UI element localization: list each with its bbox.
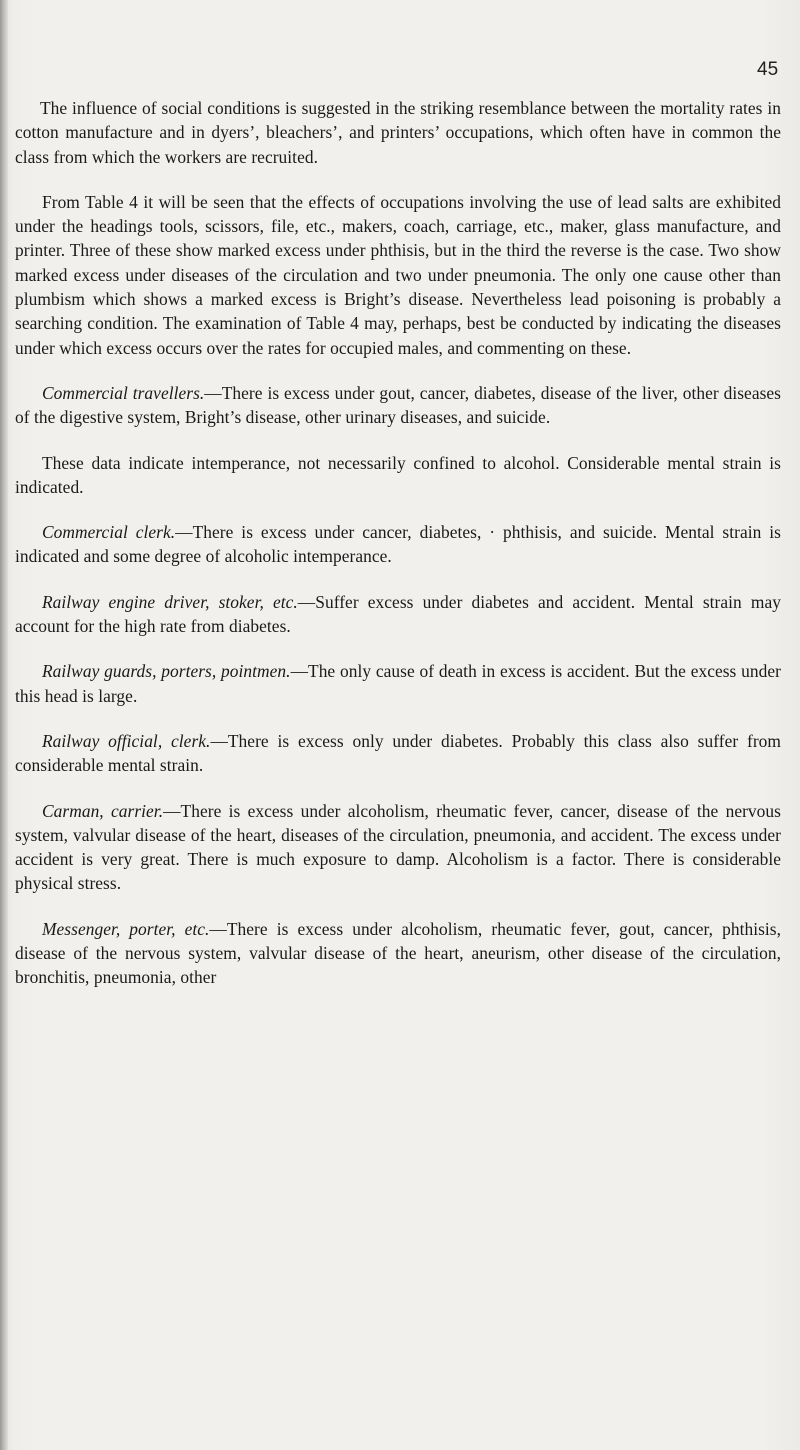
paragraph-heading: Messenger, porter, etc.	[42, 918, 210, 939]
paragraph-messenger	[15, 917, 781, 990]
page-number: 45	[757, 59, 779, 80]
paragraph-intemperance	[15, 451, 781, 500]
paragraph-text: —There is excess under cancer, diabetes, · phthisis, and suicide. Mental strain is indicated and some degree of alcoholic intemperance.	[15, 522, 781, 567]
paragraph-text: —Suffer excess under diabetes and accident. Mental strain may account for the high rate from diabetes.	[15, 591, 781, 637]
paragraph-carman	[15, 799, 781, 896]
paragraph-text: From Table 4 it will be seen that the effects of occupations involving the use of lead salts are exhibited under the headings tools, scissors, file, etc., makers, coach, carriage, etc., maker, glass manufacture, and printer. Three of these show marked excess under phthisis, but in the third the reverse is the case. Two show marked excess under diseases of the circulation and two under pneumonia. The only one cause other than plumbism which shows a marked excess is Bright’s disease. Nevertheless lead poisoning is probably a searching condition. The examination of Table 4 may, perhaps, best be conducted by indicating the diseases under which excess occurs over the rates for occupied males, and commenting on these.	[15, 191, 781, 358]
paragraph-social-conditions	[15, 96, 781, 169]
paragraph-railway-official	[15, 729, 781, 778]
paragraph-text: —There is excess only under diabetes. Probably this class also suffer from considerable mental strain.	[15, 730, 782, 776]
paragraph-railway-guards	[15, 659, 781, 708]
paragraph-text: —There is excess under alcoholism, rheumatic fever, cancer, disease of the nervous system, valvular disease of the heart, diseases of the circulation, pneumonia, and accident. The excess under accident is very great. There is much exposure to damp. Alcoholism is a factor. There is considerable physical stress.	[15, 800, 781, 894]
paragraph-text: The influence of social conditions is suggested in the striking resemblance between the mortality rates in cotton manufacture and in dyers’, bleachers’, and printers’ occupations, which often have in common the class from which the workers are recruited.	[15, 98, 781, 167]
paragraph-heading: Railway engine driver, stoker, etc.	[42, 591, 298, 612]
binding-edge	[0, 0, 8, 1450]
paragraph-commercial-travellers	[15, 381, 781, 430]
paragraph-text: —There is excess under alcoholism, rheumatic fever, gout, cancer, phthisis, disease of the nervous system, valvular disease of the heart, aneurism, other disease of the circulation, bronchitis, pneumonia, other	[15, 918, 781, 988]
paragraph-railway-engine-driver	[15, 590, 781, 639]
body-text	[15, 96, 781, 1011]
paragraph-commercial-clerk	[15, 520, 781, 569]
paragraph-heading: Commercial travellers.	[42, 382, 205, 403]
paragraph-text: These data indicate intemperance, not necessarily confined to alcohol. Considerable mental strain is indicated.	[15, 452, 781, 497]
paragraph-lead-salts	[15, 190, 781, 360]
paragraph-text: —There is excess under gout, cancer, diabetes, disease of the liver, other diseases of the digestive system, Bright’s disease, other urinary diseases, and suicide.	[15, 382, 782, 428]
paragraph-heading: Railway official, clerk.	[42, 730, 211, 751]
paragraph-heading: Carman, carrier.	[42, 800, 164, 821]
paragraph-heading: Commercial clerk.	[42, 522, 176, 543]
paragraph-text: —The only cause of death in excess is accident. But the excess under this head is large.	[15, 661, 782, 706]
paragraph-heading: Railway guards, porters, pointmen.	[42, 661, 291, 682]
